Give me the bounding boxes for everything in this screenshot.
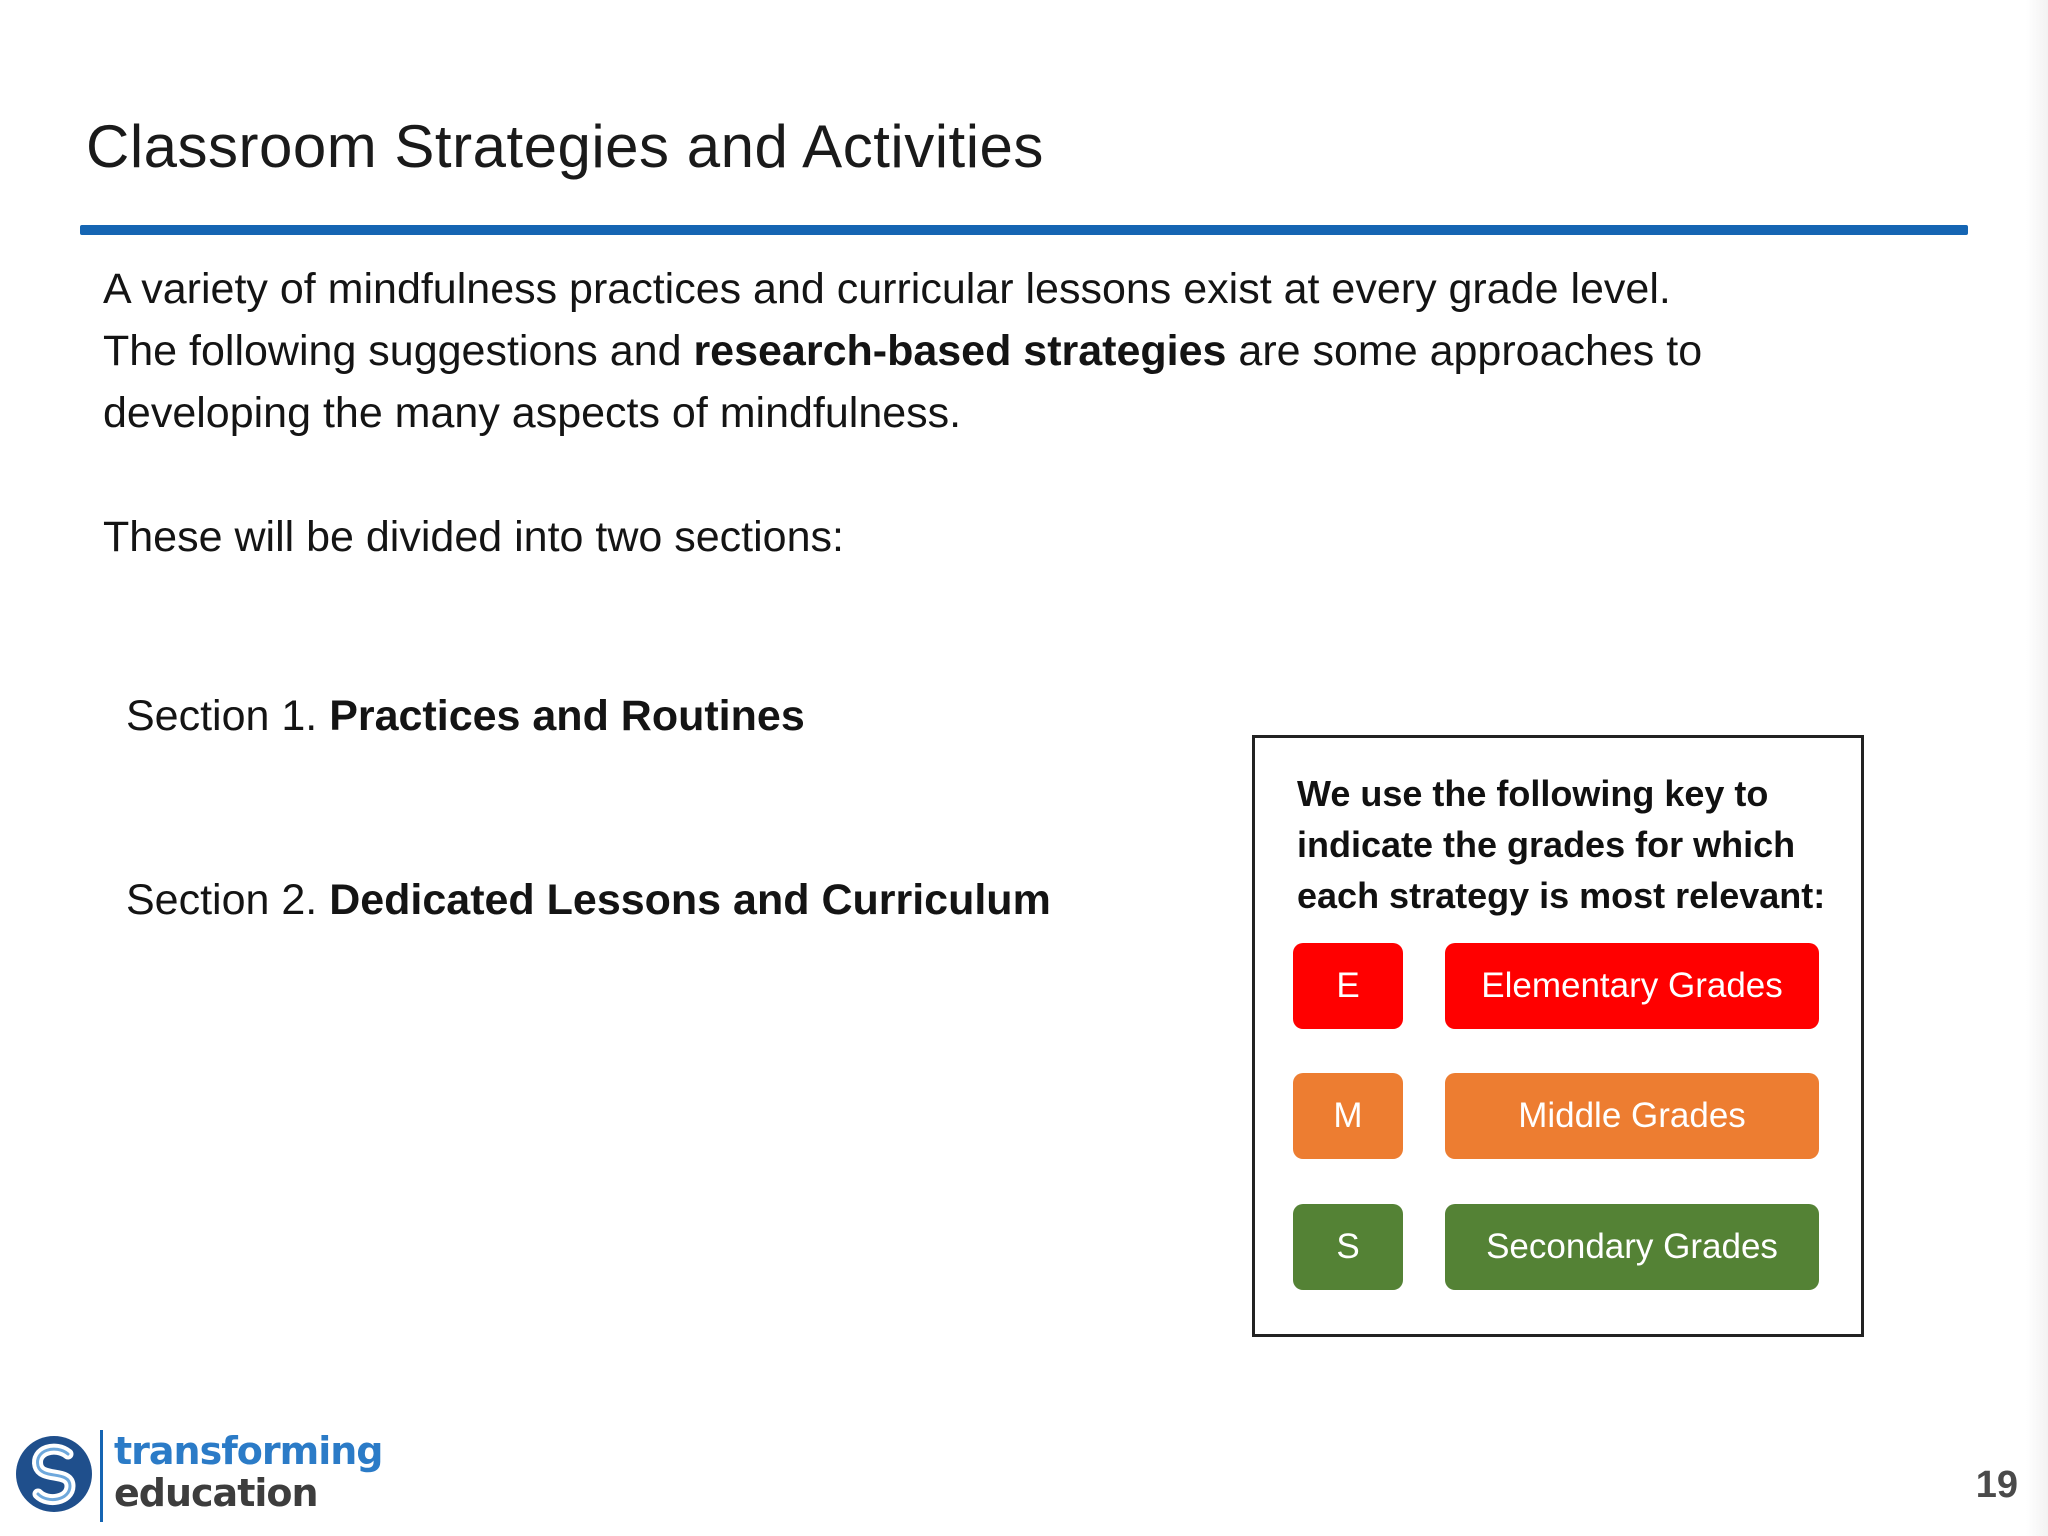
section-2-name: Dedicated Lessons and Curriculum [329,876,1051,924]
badge-secondary: S [1293,1204,1403,1290]
intro-emphasis: research-based strategies [693,327,1227,375]
slide-edge-shade [2026,0,2048,1536]
key-row-middle [1255,1073,1861,1159]
key-row-elementary [1255,943,1861,1029]
page-number: 19 [1975,1464,2018,1506]
section-1 [126,692,805,741]
intro-text [103,258,1963,568]
grade-key-heading: We use the following key to indicate the grades for which each strategy is most relevant: [1297,773,1826,916]
title-underline [80,225,1968,235]
logo-wordmark [114,1430,382,1514]
grade-key-box [1252,735,1864,1337]
intro-line-2-start: The following suggestions and [103,327,694,375]
intro-line-1: A variety of mindfulness practices and curricular lessons exist at every grade level. [103,265,1671,313]
section-1-name: Practices and Routines [329,692,805,740]
section-2-prefix: Section 2. [126,876,330,924]
intro-gap [103,444,1963,506]
logo-divider [100,1430,103,1522]
label-middle-grades: Middle Grades [1445,1073,1819,1159]
section-2 [126,876,1051,925]
label-elementary-grades: Elementary Grades [1445,943,1819,1029]
logo-line-1: transforming [114,1429,383,1473]
intro-line-2 [103,320,1963,382]
key-row-secondary [1255,1204,1861,1290]
transforming-education-logo [14,1429,383,1522]
intro-divided: These will be divided into two sections: [103,513,844,561]
intro-line-2-end: are some approaches to [1226,327,1703,375]
label-secondary-grades: Secondary Grades [1445,1204,1819,1290]
section-1-prefix: Section 1. [126,692,330,740]
badge-elementary: E [1293,943,1403,1029]
badge-middle: M [1293,1073,1403,1159]
slide-title: Classroom Strategies and Activities [86,113,1044,180]
intro-line-3: developing the many aspects of mindfulness. [103,389,962,437]
transforming-education-logo-icon [14,1434,94,1514]
logo-line-2: education [114,1471,318,1515]
